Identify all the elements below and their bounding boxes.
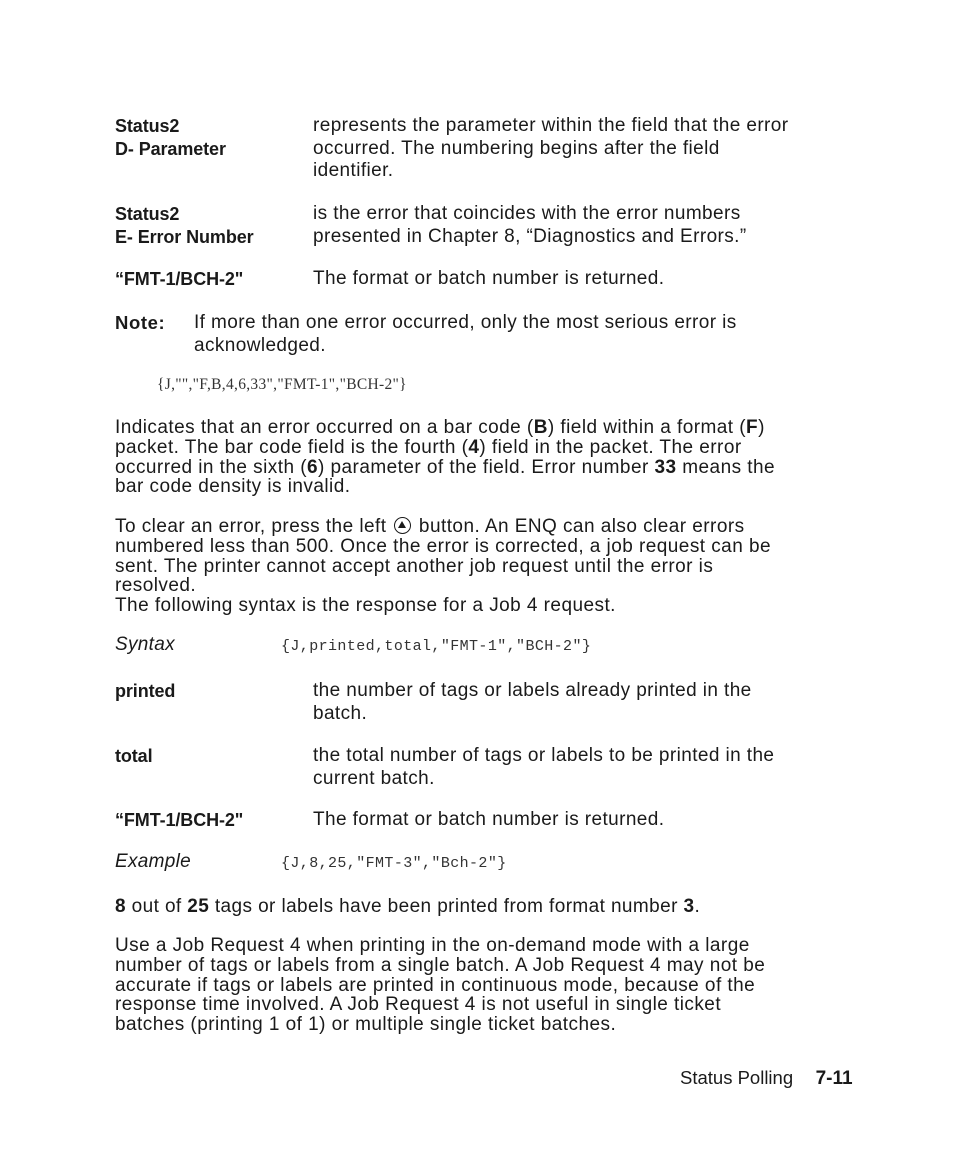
paragraph-line: bar code density is invalid. <box>115 476 351 498</box>
up-arrow-button-icon <box>394 517 411 534</box>
desc-line: presented in Chapter 8, “Diagnostics and Errors.” <box>313 225 747 247</box>
text-run: ) <box>758 417 765 438</box>
paragraph-barcode-error <box>115 418 875 497</box>
desc-status2-e-error-number <box>313 203 747 248</box>
desc-fmt-bch: The format or batch number is returned. <box>313 268 665 289</box>
paragraph-line: numbered less than 500. Once the error is corrected, a job request can be <box>115 535 771 557</box>
text-run: . <box>694 896 701 917</box>
term-status2-d-parameter <box>115 115 226 160</box>
paragraph-job-request-4 <box>115 936 875 1035</box>
term-status2-e-error-number <box>115 203 254 248</box>
desc-line: represents the parameter within the field that the error <box>313 115 789 136</box>
text-run: ) field in the packet. The error <box>479 436 742 458</box>
text-run: means the <box>676 456 776 478</box>
desc-line: is the error that coincides with the error numbers <box>313 203 741 224</box>
term-fmt-bch: “FMT-1/BCH-2" <box>115 810 244 830</box>
term-line: Status2 <box>115 116 180 136</box>
bold-run: 6 <box>306 456 319 478</box>
footer-page-number: 7-11 <box>815 1068 853 1089</box>
paragraph-clear-error <box>115 517 875 616</box>
example-label: Example <box>115 851 192 872</box>
desc-line: identifier. <box>313 160 394 181</box>
text-run: occurred in the sixth ( <box>115 456 307 478</box>
paragraph-line: response time involved. A Job Request 4 is not useful in single ticket <box>115 994 722 1016</box>
paragraph-line <box>115 458 875 478</box>
paragraph-line <box>115 517 875 537</box>
paragraph-line: sent. The printer cannot accept another job request until the error is <box>115 555 714 577</box>
paragraph-printed-count <box>115 896 700 918</box>
term-printed: printed <box>115 681 176 701</box>
paragraph-line: accurate if tags or labels are printed in continuous mode, because of the <box>115 974 756 996</box>
note-label: Note: <box>115 312 166 333</box>
paragraph-line: batches (printing 1 of 1) or multiple single ticket batches. <box>115 1014 617 1036</box>
paragraph-line <box>115 418 875 438</box>
text-run: button. An ENQ can also clear errors <box>413 516 745 537</box>
syntax-label: Syntax <box>115 634 175 655</box>
text-run: ) parameter of the field. Error number <box>318 456 655 478</box>
text-run: tags or labels have been printed from format number <box>209 896 684 917</box>
paragraph-line <box>115 438 875 458</box>
bold-run: B <box>533 417 548 438</box>
desc-total <box>313 745 774 790</box>
bold-run: 4 <box>468 436 480 458</box>
desc-status2-d-parameter <box>313 115 788 183</box>
paragraph-line: resolved. <box>115 575 197 597</box>
text-run: To clear an error, press the left <box>115 516 393 537</box>
desc-line: occurred. The numbering begins after the field <box>313 137 720 159</box>
bold-run: 8 <box>115 896 126 917</box>
bold-run: 33 <box>654 456 677 478</box>
syntax-code: {J,printed,total,"FMT-1","BCH-2"} <box>281 638 592 655</box>
desc-printed <box>313 680 752 725</box>
text-run: ) field within a format ( <box>547 417 747 438</box>
desc-line: the total number of tags or labels to be printed in the <box>313 745 775 766</box>
desc-line: the number of tags or labels already printed in the <box>313 680 752 701</box>
code-example-error-response: {J,"","F,B,4,6,33","FMT-1","BCH-2"} <box>157 376 407 393</box>
paragraph-line: Use a Job Request 4 when printing in the on-demand mode with a large <box>115 935 750 956</box>
bold-run: 25 <box>187 896 210 917</box>
text-run: packet. The bar code field is the fourth ( <box>115 436 469 458</box>
note-line: acknowledged. <box>194 334 326 356</box>
bold-run: 3 <box>683 896 695 917</box>
paragraph-line: The following syntax is the response for a Job 4 request. <box>115 595 616 617</box>
text-run: out of <box>125 896 188 917</box>
note-line: If more than one error occurred, only the most serious error is <box>194 312 737 333</box>
term-line: Status2 <box>115 204 180 224</box>
example-code: {J,8,25,"FMT-3","Bch-2"} <box>281 855 507 872</box>
desc-fmt-bch: The format or batch number is returned. <box>313 809 665 830</box>
desc-line: batch. <box>313 702 368 724</box>
term-line: E- Error Number <box>115 226 254 247</box>
bold-run: F <box>746 417 759 438</box>
term-fmt-bch: “FMT-1/BCH-2" <box>115 269 244 289</box>
paragraph-line: number of tags or labels from a single batch. A Job Request 4 may not be <box>115 954 766 976</box>
desc-line: current batch. <box>313 767 435 789</box>
footer-section-title: Status Polling <box>680 1067 794 1088</box>
page-footer <box>680 1066 853 1092</box>
term-total: total <box>115 746 153 766</box>
text-run: Indicates that an error occurred on a bar code ( <box>115 417 534 438</box>
note-text <box>194 312 737 357</box>
term-line: D- Parameter <box>115 138 226 159</box>
